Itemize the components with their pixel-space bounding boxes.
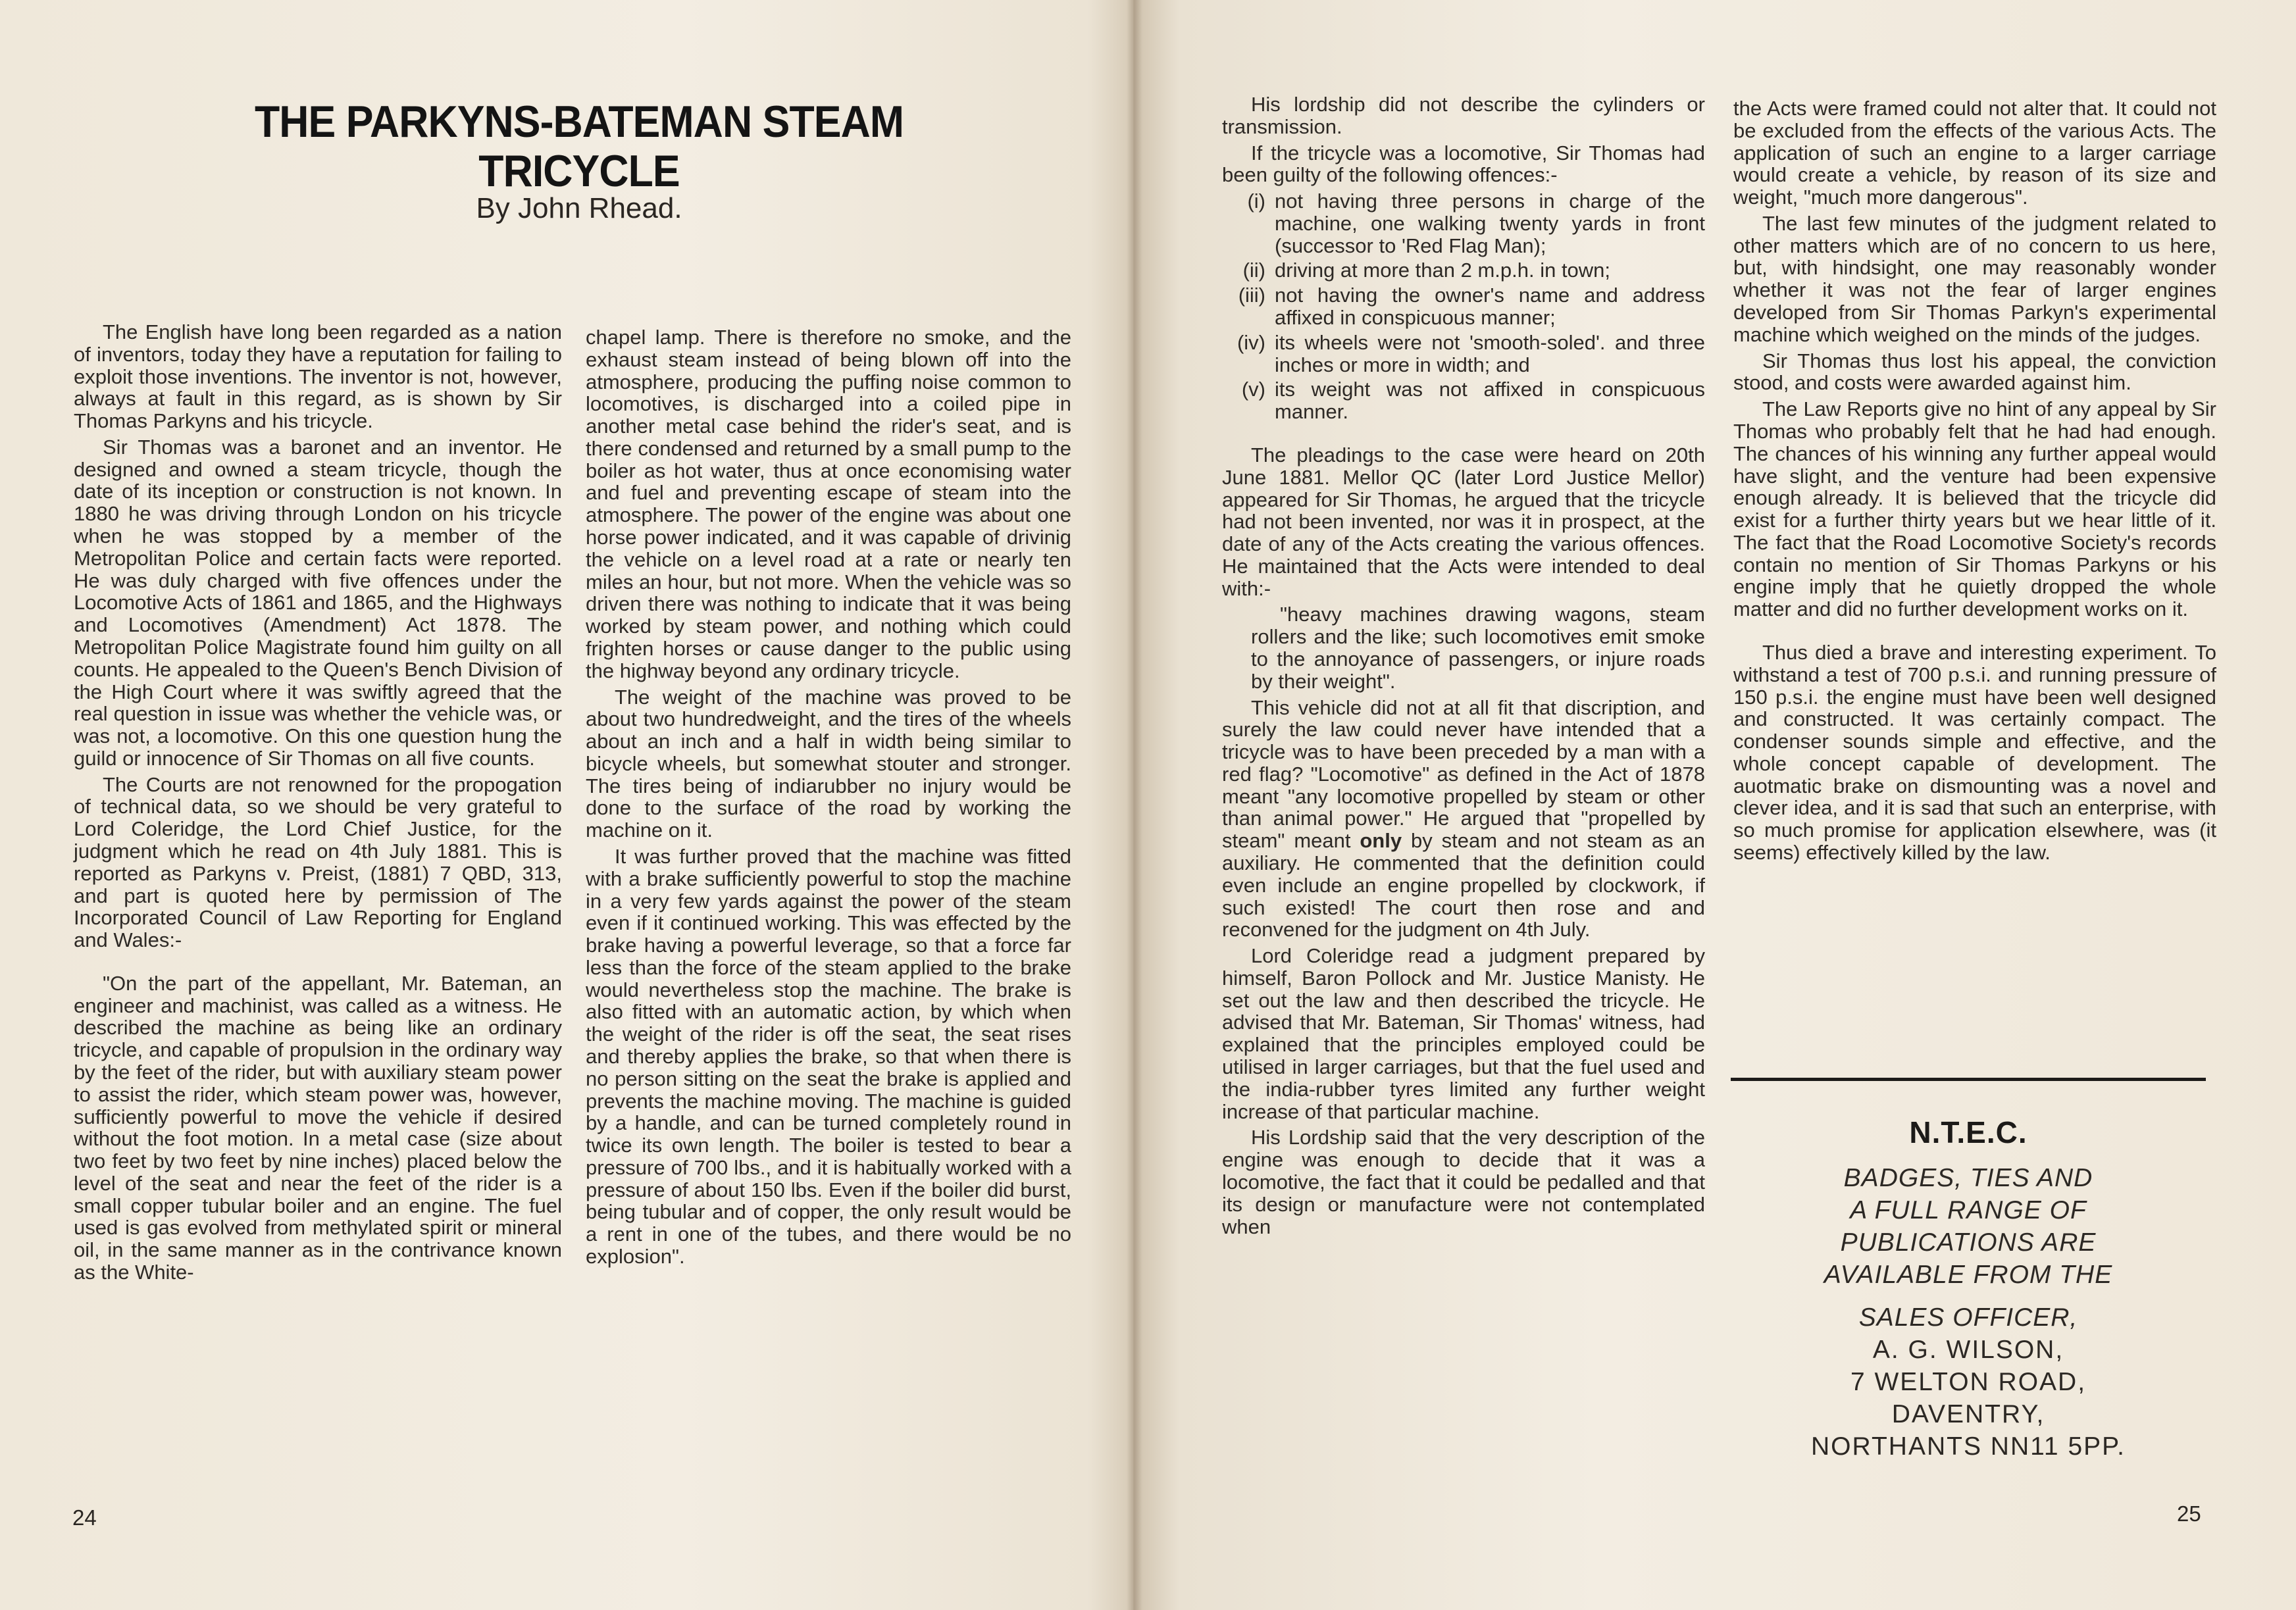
paragraph: The Law Reports give no hint of any appeal by Sir Thomas who probably felt that he had had enough. The chances of his winning any further appeal would have slight, and the venture had been expensive enough already. It is believed that the tricycle did exist for a further thirty years but we hear little of it. The fact that the Road Locomotive Society's records contain no mention of Sir Thomas Parkyns or his engine imply that he quietly dropped the whole matter and did no further development works on it. (1733, 397, 2216, 621)
advert-line: A FULL RANGE OF (1850, 1196, 2087, 1224)
text-column-1 (74, 321, 562, 1288)
list-item-number: (iv) (1237, 330, 1265, 354)
divider-rule (1731, 1078, 2206, 1081)
advert-title: N.T.E.C. (1909, 1115, 2028, 1149)
paragraph: The weight of the machine was proved to be about two hundredweight, and the tires of the wheels about an inch and a half in width being similar to bicycle wheels, but somewhat stouter and stronger. The tires being of indiarubber no injury would be done to the surface of the road by working the machine on it. (586, 685, 1071, 842)
list-item-number: (iii) (1238, 284, 1265, 307)
quoted-judgment: "On the part of the appellant, Mr. Bateman, an engineer and machinist, was called as a witness. He described the machine as being like an ordinary tricycle, and capable of propulsion in the ordinary way by the feet of the rider, but with auxiliary steam power to assist the rider, which steam power was, however, sufficiently powerful to move the vehicle if desired without the foot motion. In a metal case (size about two feet by two feet by nine inches) placed below the level of the seat and near the feet of the rider is a small copper tubular boiler and an engine. The fuel used is gas evolved from methylated spirit or mineral oil, in the same manner as in the contrivance known as the White- (74, 971, 562, 1284)
text-column-4 (1733, 97, 2216, 868)
paragraph: Thus died a brave and interesting experiment. To withstand a test of 700 p.s.i. and running pressure of 150 p.s.i. the engine must have been well designed and constructed. It was certainly compact. The condenser sounds simple and effective, and the whole concept capable of development. The auotmatic brake on dismounting was a novel and clever idea, and it is sad that such an enterprise, with so much promise for application elsewhere, was (it seems) effectively killed by the law. (1733, 640, 2216, 864)
list-item-text: not having the owner's name and address affixed in conspicuous manner; (1275, 284, 1705, 330)
paragraph: Sir Thomas was a baronet and an inventor. He designed and owned a steam tricycle, though the date of its inception or construction is not known. In 1880 he was driving through London on his tricycle when he was stopped by a member of the Metropolitan Police and certain facts were reported. He was duly charged with five offences under the Locomotive Acts of 1861 and 1865, and the Highways and Locomotives (Amendment) Act 1878. The Metropolitan Police Magistrate found him guilty on all counts. He appealed to the Queen's Bench Division of the High Court where it was swiftly agreed that the real question in issue was whether the vehicle was, or was not, a locomotive. On this one question hung the guild or innocence of Sir Thomas on all five counts. (74, 435, 562, 770)
paragraph: chapel lamp. There is therefore no smoke, and the exhaust steam instead of being blown off into the atmosphere, producing the puffing noise common to locomotives, is discharged into a coiled pipe in another metal case behind the rider's seat, and is there condensed and returned by a small pump to the boiler as hot water, thus at once economising water and fuel and preventing escape of steam into the atmosphere. The power of the engine was about one horse power indicated, and it was capable of drivinig the vehicle on a level road at a rate or nearly ten miles an hour, but not more. When the vehicle was so driven there was nothing to indicate that it was being worked by steam power, and nothing which could frighten horses or cause danger to the public using the highway beyond any ordinary tricycle. (586, 326, 1071, 682)
paragraph: Lord Coleridge read a judgment prepared by himself, Baron Pollock and Mr. Justice Manisty. He set out the law and then described the tricycle. He advised that Mr. Bateman, Sir Thomas' witness, had explained that the principles employed could be utilised in larger carriages, but that the fuel used and the india-rubber tyres limited any further weight increase of that particular machine. (1222, 944, 1705, 1123)
article-byline: By John Rhead. (476, 192, 682, 224)
list-item-text: not having three persons in charge of the machine, one walking twenty yards in front (successor to 'Red Flag Man); (1275, 189, 1705, 257)
paragraph: It was further proved that the machine was fitted with a brake sufficiently powerful to stop the machine in a very few yards against the power of the steam even if it continued working. This was effected by the brake having a powerful leverage, so that a force far less than the force of the steam applied to the brake would nevertheless stop the machine. The brake is also fitted with an automatic action, by which when the weight of the rider is off the seat, the seat rises and thereby applies the brake, so that when there is no person sitting on the seat the brake is applied and prevents the machine moving. The machine is guided by a handle, and can be turned completely round in twice its own length. The boiler is tested to bear a pressure of 700 lbs., and it is habitually worked with a pressure of about 150 lbs. Even if the boiler did burst, being tubular and of copper, the only result would be a rent in one of the tubes, and there would be no explosion". (586, 844, 1071, 1269)
block-quote: "heavy machines drawing wagons, steam rollers and the like; such locomotives emit smoke to the annoyance of passengers, or injure roads by their weight". (1251, 603, 1705, 693)
advert-address-line: DAVENTRY, (1891, 1400, 2045, 1428)
advert-line: AVAILABLE FROM THE (1824, 1261, 2113, 1289)
paragraph: the Acts were framed could not alter that. It could not be excluded from the effects of the various Acts. The application of such an engine to a larger carriage would create a vehicle, by reason of its size and weight, "much more dangerous". (1733, 97, 2216, 209)
paragraph: The last few minutes of the judgment related to other matters which are of no concern to us here, but, with hindsight, one may reasonably wonder whether it was not the fear of larger engines developed from Sir Thomas Parkyn's experimental machine which weighed on the minds of the judges. (1733, 211, 2216, 346)
text-column-2 (586, 326, 1071, 1272)
paragraph: His Lordship said that the very description of the engine was enough to decide that it was a locomotive, the fact that it could be pedalled and that its design or manufacture were not contemplated when (1222, 1126, 1705, 1238)
paragraph-text: by steam and not steam as an auxiliary. He commented that the definition could even include an engine propelled by clockwork, if such existed! The court then rose and and reconvened for the judgment on 4th July. (1222, 829, 1705, 942)
paragraph: The English have long been regarded as a nation of inventors, today they have a reputation for failing to exploit those inventions. The inventor is not, however, always at fault in this regard, as is shown by Sir Thomas Parkyns and his tricycle. (74, 320, 562, 433)
advert-line: PUBLICATIONS ARE (1840, 1228, 2097, 1257)
advert-line: BADGES, TIES AND (1843, 1164, 2093, 1192)
left-page (0, 0, 1133, 1610)
paragraph: The pleadings to the case were heard on 20th June 1881. Mellor QC (later Lord Justice Mellor) appeared for Sir Thomas, he argued that the tricycle had not been invented, nor was it in prospect, at the date of any of the Acts creating the various offences. He maintained that the Acts were intended to deal with:- (1222, 443, 1705, 600)
list-item-number: (v) (1241, 378, 1265, 401)
advert-line: SALES OFFICER, (1858, 1303, 2078, 1332)
emphasis-text: only (1360, 829, 1402, 853)
list-item-text: its wheels were not 'smooth-soled'. and three inches or more in width; and (1275, 330, 1705, 376)
paragraph (1222, 697, 1705, 942)
list-item (1222, 284, 1705, 329)
offences-list (1222, 190, 1705, 423)
list-item-number: (ii) (1242, 259, 1265, 282)
paragraph: His lordship did not describe the cylinders or transmission. (1222, 93, 1705, 138)
page-number-left: 24 (72, 1505, 97, 1530)
list-item (1222, 190, 1705, 257)
article-title: THE PARKYNS-BATEMAN STEAM TRICYCLE (254, 97, 904, 196)
list-item-text: its weight was not affixed in conspicuous manner. (1275, 378, 1705, 424)
list-item-number: (i) (1247, 189, 1265, 213)
paragraph-text: This vehicle did not at all fit that discription, and surely the law could never have intended that a tricycle was to have been preceded by a man with a red flag? "Locomotive" as defined in the Act of 1878 meant "any locomotive propelled by steam or other than animal power." He argued that "propelled by steam" meant (1222, 695, 1705, 853)
page-number-right: 25 (2177, 1501, 2201, 1526)
advert-address-line: 7 WELTON ROAD, (1850, 1368, 2087, 1396)
paragraph: Sir Thomas thus lost his appeal, the conviction stood, and costs were awarded against him. (1733, 349, 2216, 395)
book-gutter (1127, 0, 1142, 1610)
list-item (1222, 378, 1705, 423)
list-item (1222, 259, 1705, 282)
ntec-advert (1731, 1115, 2206, 1463)
list-item-text: driving at more than 2 m.p.h. in town; (1275, 259, 1611, 282)
advert-spacer (1731, 1291, 2206, 1301)
advert-address-line: NORTHANTS NN11 5PP. (1811, 1432, 2126, 1461)
advert-address-line: A. G. WILSON, (1872, 1336, 2064, 1364)
list-item (1222, 332, 1705, 376)
text-column-3 (1222, 93, 1705, 1242)
paragraph: If the tricycle was a locomotive, Sir Thomas had been guilty of the following offences:- (1222, 141, 1705, 187)
paragraph: The Courts are not renowned for the propogation of technical data, so we should be very grateful to Lord Coleridge, the Lord Chief Justice, for the judgment which he read on 4th July 1881. This is reported as Parkyns v. Preist, (1881) 7 QBD, 313, and part is quoted here by permission of The Incorporated Council of Law Reporting for England and Wales:- (74, 772, 562, 952)
